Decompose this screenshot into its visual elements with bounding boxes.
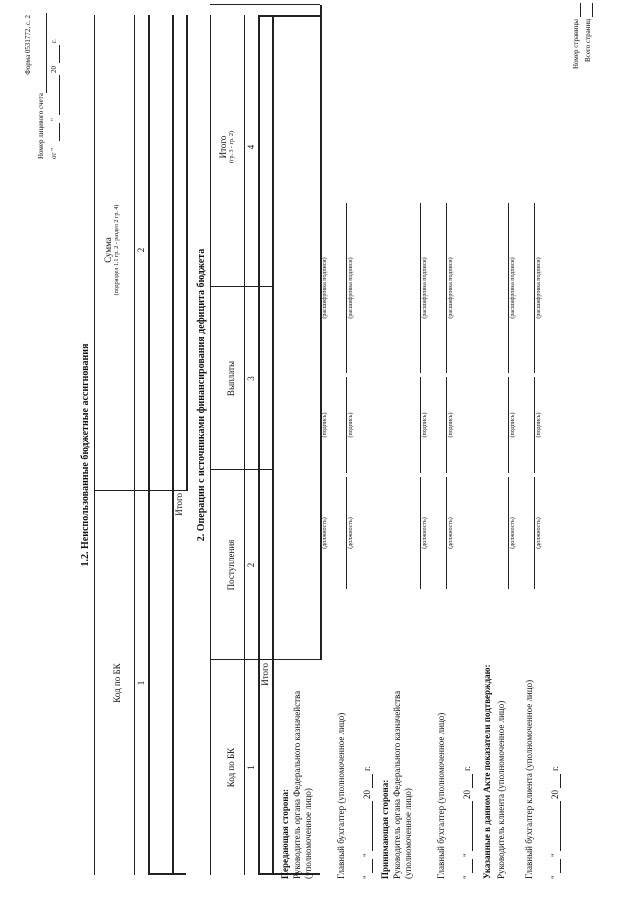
transferring-head-position-field[interactable] [320, 477, 321, 589]
section-1-2-col1-header: Код по БК [112, 663, 122, 703]
receiving-party-title: Принимающая сторона: [380, 779, 390, 879]
form-number: Форма 0531772, с. 2 [24, 15, 32, 75]
section-1-2-col2-header: Сумма [103, 237, 113, 263]
decoding-caption: (расшифровка подписи) [536, 257, 542, 319]
client-date-open: " [550, 875, 560, 879]
receiving-acc-position-field[interactable] [446, 477, 447, 589]
transferring-head-label-2: (уполномоченное лицо) [303, 788, 313, 879]
client-date-suffix: г. [550, 766, 560, 771]
transferring-acc-decoding-field[interactable] [346, 203, 347, 373]
section-2-top-border [210, 15, 211, 875]
section-2-col4-subheader: (гр. 3 - гр. 2) [229, 131, 235, 163]
confirm-title: Указанные в данном Акте показатели подтверждаю: [482, 664, 492, 879]
section-1-2-top-border [94, 15, 95, 875]
section-2-col1-number: 1 [246, 765, 256, 770]
decoding-caption: (расшифровка подписи) [348, 257, 354, 319]
account-number-label: Номер лицевого счета [37, 93, 45, 159]
account-date-year: 20 [50, 66, 58, 73]
signature-caption: (подпись) [448, 412, 454, 438]
receiving-acc-label: Главный бухгалтер (уполномоченное лицо) [436, 712, 446, 879]
section-2-col2-number: 2 [246, 562, 256, 568]
transferring-date-day-field[interactable] [372, 859, 373, 873]
section-1-2-data-row-border [172, 15, 174, 875]
section-2-col-divider-mid [210, 469, 272, 470]
section-2-right-border [258, 15, 320, 17]
client-date-month-field[interactable] [560, 801, 561, 851]
decoding-caption: (расшифровка подписи) [448, 257, 454, 319]
section-1-2-number-row-border [148, 15, 150, 875]
section-1-2-header-border [134, 15, 135, 875]
client-head-label: Руководитель клиента (уполномоченное лицо) [496, 700, 506, 879]
section-2-total-label: Итого [260, 663, 270, 686]
transferring-party-title: Передающая сторона: [280, 788, 290, 879]
section-1-2-total-label: Итого [174, 493, 184, 516]
transferring-head-signature-field[interactable] [320, 377, 321, 473]
signature-caption: (подпись) [348, 412, 354, 438]
section-1-2-col2-subheader: (подраздел 1.1 гр. 2 - раздел 2 гр. 4) [114, 204, 120, 296]
account-date-prefix: от " [50, 147, 58, 159]
receiving-head-signature-field[interactable] [420, 377, 421, 473]
section-2-number-row-border [258, 15, 260, 875]
receiving-head-label-1: Руководитель органа Федерального казначейства [392, 690, 402, 879]
client-acc-label: Главный бухгалтер клиента (уполномоченное лицо) [524, 679, 534, 879]
account-number-field[interactable] [46, 13, 47, 93]
section-2-col4-number: 4 [246, 144, 256, 150]
section-2-col2-header: Поступления [226, 539, 236, 591]
transferring-acc-signature-field[interactable] [346, 377, 347, 473]
client-acc-position-field[interactable] [534, 477, 535, 589]
transferring-date-year-field[interactable] [372, 774, 373, 788]
total-pages-field[interactable] [592, 3, 593, 17]
section-2-col1-header: Код по БК [226, 747, 236, 788]
section-2-title: 2. Операции с источниками финансирования дефицита бюджета [196, 248, 207, 542]
transferring-date-suffix: г. [362, 766, 372, 771]
account-date-quote: " [50, 118, 58, 121]
account-date-day-field[interactable] [59, 123, 60, 141]
position-caption: (должность) [510, 517, 516, 549]
total-pages-label: Всего страниц [584, 19, 592, 63]
decoding-caption: (расшифровка подписи) [322, 257, 328, 319]
receiving-date-suffix: г. [462, 766, 472, 771]
client-head-position-field[interactable] [508, 477, 509, 589]
client-head-decoding-field[interactable] [508, 203, 509, 373]
receiving-acc-signature-field[interactable] [446, 377, 447, 473]
transferring-acc-position-field[interactable] [346, 477, 347, 589]
client-acc-decoding-field[interactable] [534, 203, 535, 373]
receiving-date-year: 20 [462, 790, 472, 799]
client-acc-signature-field[interactable] [534, 377, 535, 473]
section-2-header-border [244, 15, 245, 875]
receiving-date-open: " [462, 875, 472, 879]
client-head-signature-field[interactable] [508, 377, 509, 473]
section-1-2-col1-number: 1 [136, 680, 146, 686]
page-number-field[interactable] [580, 3, 581, 17]
signature-caption: (подпись) [536, 412, 542, 438]
section-2-data-row-border [272, 15, 274, 875]
receiving-date-close: " [462, 853, 472, 857]
client-date-year-field[interactable] [560, 774, 561, 788]
position-caption: (должность) [448, 517, 454, 549]
section-1-2-title: 1.2. Неиспользованные бюджетные ассигнования [80, 343, 91, 567]
client-date-day-field[interactable] [560, 859, 561, 873]
account-date-month-field[interactable] [59, 75, 60, 115]
position-caption: (должность) [536, 517, 542, 549]
receiving-acc-decoding-field[interactable] [446, 203, 447, 373]
client-date-year: 20 [550, 790, 560, 799]
section-1-2-col2-number: 2 [136, 247, 146, 253]
receiving-date-year-field[interactable] [472, 774, 473, 788]
transferring-date-year: 20 [362, 790, 372, 799]
account-date-suffix: г. [50, 39, 58, 43]
page-number-label: Номер страницы [572, 19, 580, 70]
receiving-head-decoding-field[interactable] [420, 203, 421, 373]
section-2-col-divider-3 [210, 4, 320, 5]
signature-caption: (подпись) [510, 412, 516, 438]
receiving-date-month-field[interactable] [472, 801, 473, 851]
position-caption: (должность) [348, 517, 354, 549]
section-2-col4-header: Итого [218, 135, 228, 159]
transferring-date-open: " [362, 875, 372, 879]
position-caption: (должность) [422, 517, 428, 549]
signature-caption: (подпись) [422, 412, 428, 438]
client-date-close: " [550, 853, 560, 857]
receiving-head-position-field[interactable] [420, 477, 421, 589]
section-1-2-bottom-border [186, 15, 188, 491]
signature-caption: (подпись) [322, 412, 328, 438]
decoding-caption: (расшифровка подписи) [510, 257, 516, 319]
decoding-caption: (расшифровка подписи) [422, 257, 428, 319]
position-caption: (должность) [322, 517, 328, 549]
receiving-date-day-field[interactable] [472, 859, 473, 873]
section-2-col3-number: 3 [246, 376, 256, 381]
transferring-head-decoding-field[interactable] [320, 203, 321, 373]
receiving-head-label-2: (уполномоченное лицо) [403, 788, 413, 879]
transferring-acc-label: Главный бухгалтер (уполномоченное лицо) [336, 712, 346, 879]
transferring-date-month-field[interactable] [372, 801, 373, 851]
transferring-date-close: " [362, 853, 372, 857]
section-1-2-left-border [148, 873, 186, 875]
account-date-year-field[interactable] [59, 45, 60, 63]
transferring-head-label-1: Руководитель органа Федерального казначейства [292, 690, 302, 879]
section-2-col3-header: Выплаты [226, 360, 236, 397]
